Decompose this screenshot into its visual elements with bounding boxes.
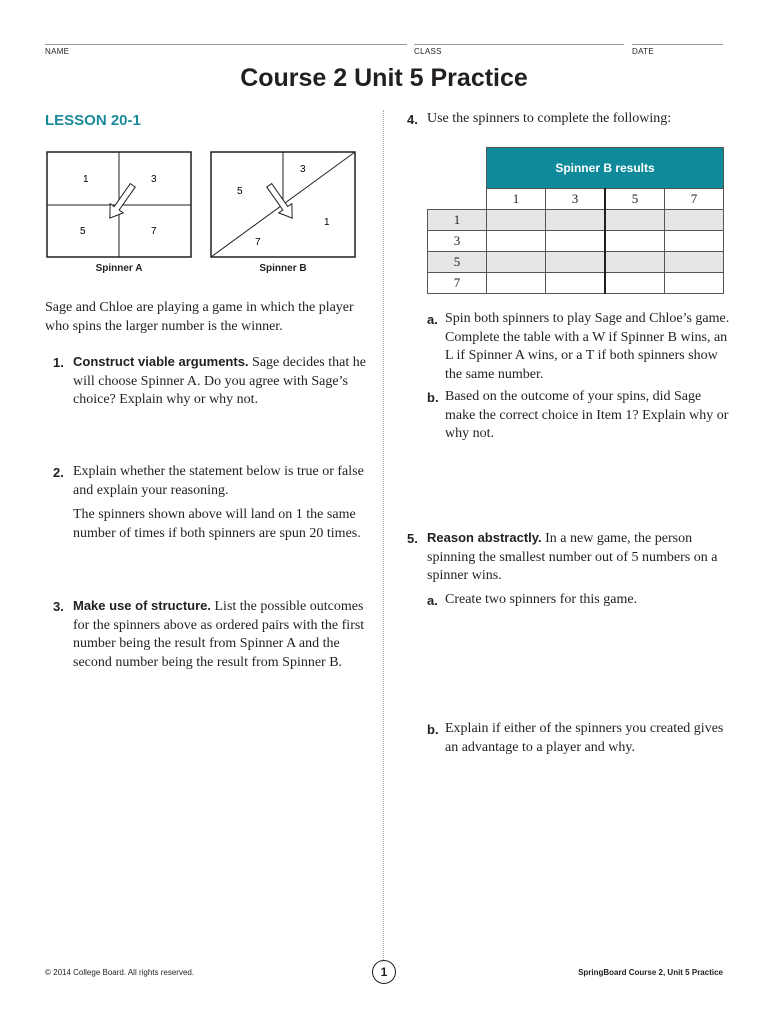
q1-lead: Construct viable arguments. (73, 354, 249, 369)
q4-text: Use the spinners to complete the following: (427, 111, 672, 126)
q2-statement: The spinners shown above will land on 1 the same number of times if both spinners are spun 20 times. (73, 507, 361, 541)
q5-body: In a new game, the person spinning the smallest number out of 5 numbers on a spinner wins. (427, 531, 718, 583)
q4a-label: a. (427, 312, 438, 327)
date-label: DATE (632, 47, 654, 56)
footer-course: SpringBoard Course 2, Unit 5 Practice (578, 968, 723, 977)
table-cell[interactable] (487, 231, 546, 252)
lesson-heading: LESSON 20-1 (45, 112, 141, 129)
table-cell[interactable] (665, 210, 724, 231)
spinner-b-num-7: 7 (255, 237, 261, 248)
table-cell[interactable] (546, 210, 606, 231)
spinner-a-num-5: 5 (80, 226, 86, 237)
table-cell[interactable] (665, 252, 724, 273)
table-cell[interactable] (487, 273, 546, 294)
q5-number: 5. (407, 531, 418, 546)
q4a-text: Spin both spinners to play Sage and Chloe’s game. Complete the table with a W if Spinner B wins, an L if Spinner A wins, or a T if both spinners show the same number. (445, 311, 730, 382)
table-cell[interactable] (605, 252, 665, 273)
name-field (45, 44, 407, 56)
spinner-b-diagram (210, 151, 356, 259)
spinner-b-num-5: 5 (237, 186, 243, 197)
spinner-a-num-7: 7 (151, 226, 157, 237)
table-cell[interactable] (487, 252, 546, 273)
spinner-a-num-3: 3 (151, 174, 157, 185)
table-row (428, 210, 724, 231)
footer-copyright: © 2014 College Board. All rights reserved. (45, 968, 195, 977)
table-row (428, 231, 724, 252)
col-header-7: 7 (665, 189, 724, 210)
q3-body: List the possible outcomes for the spinners above as ordered pairs with the first number being the result from Spinner A and the second number being the result from Spinner B. (73, 599, 365, 670)
table-cell[interactable] (665, 273, 724, 294)
row-header-3: 3 (428, 231, 487, 252)
spinner-a-num-1: 1 (83, 174, 89, 185)
table-cell[interactable] (546, 273, 606, 294)
table-title-row (428, 148, 724, 189)
spinner-b-num-3: 3 (300, 164, 306, 175)
q3-number: 3. (53, 599, 64, 614)
table-col-header-row (428, 189, 724, 210)
row-header-5: 5 (428, 252, 487, 273)
table-cell[interactable] (487, 210, 546, 231)
spinner-results-table (427, 147, 724, 294)
table-title: Spinner B results (487, 148, 724, 189)
table-cell[interactable] (546, 231, 606, 252)
table-row (428, 273, 724, 294)
q5b-text: Explain if either of the spinners you created gives an advantage to a player and why. (445, 721, 724, 755)
q5a-label: a. (427, 593, 438, 608)
table-cell[interactable] (665, 231, 724, 252)
class-label: CLASS (414, 47, 442, 56)
q1-body: Sage decides that he will choose Spinner A. Do you agree with Sage’s choice? Explain why or why not. (73, 355, 366, 407)
column-divider (383, 110, 384, 960)
q4-number: 4. (407, 112, 418, 127)
q5-lead: Reason abstractly. (427, 530, 542, 545)
q1-text (73, 353, 373, 410)
q3-lead: Make use of structure. (73, 598, 211, 613)
class-field (414, 44, 624, 56)
intro-text: Sage and Chloe are playing a game in which the player who spins the larger number is the winner. (45, 300, 354, 334)
q5-text (427, 529, 727, 586)
col-header-1: 1 (487, 189, 546, 210)
q2-number: 2. (53, 465, 64, 480)
q5a-text: Create two spinners for this game. (445, 592, 638, 607)
page-number: 1 (372, 960, 396, 984)
q1-number: 1. (53, 355, 64, 370)
spinner-b-label: Spinner B (259, 263, 307, 274)
q4b-text: Based on the outcome of your spins, did Sage make the correct choice in Item 1? Explain why or why not. (445, 389, 729, 441)
q5b-label: b. (427, 722, 439, 737)
spinner-b-num-1: 1 (324, 217, 330, 228)
spinner-a-label: Spinner A (95, 263, 143, 274)
col-header-5: 5 (605, 189, 665, 210)
table-cell[interactable] (605, 273, 665, 294)
table-corner (428, 148, 487, 189)
spinner-a-diagram (46, 151, 192, 259)
date-field (632, 44, 723, 56)
row-header-1: 1 (428, 210, 487, 231)
table-cell[interactable] (546, 252, 606, 273)
name-label: NAME (45, 47, 70, 56)
q4b-label: b. (427, 390, 439, 405)
col-header-3: 3 (546, 189, 606, 210)
row-header-7: 7 (428, 273, 487, 294)
table-row (428, 252, 724, 273)
page-title: Course 2 Unit 5 Practice (240, 64, 528, 92)
q2-text: Explain whether the statement below is true or false and explain your reasoning. (73, 464, 364, 498)
q3-text (73, 597, 373, 672)
table-cell[interactable] (605, 231, 665, 252)
table-corner-2 (428, 189, 487, 210)
table-cell[interactable] (605, 210, 665, 231)
